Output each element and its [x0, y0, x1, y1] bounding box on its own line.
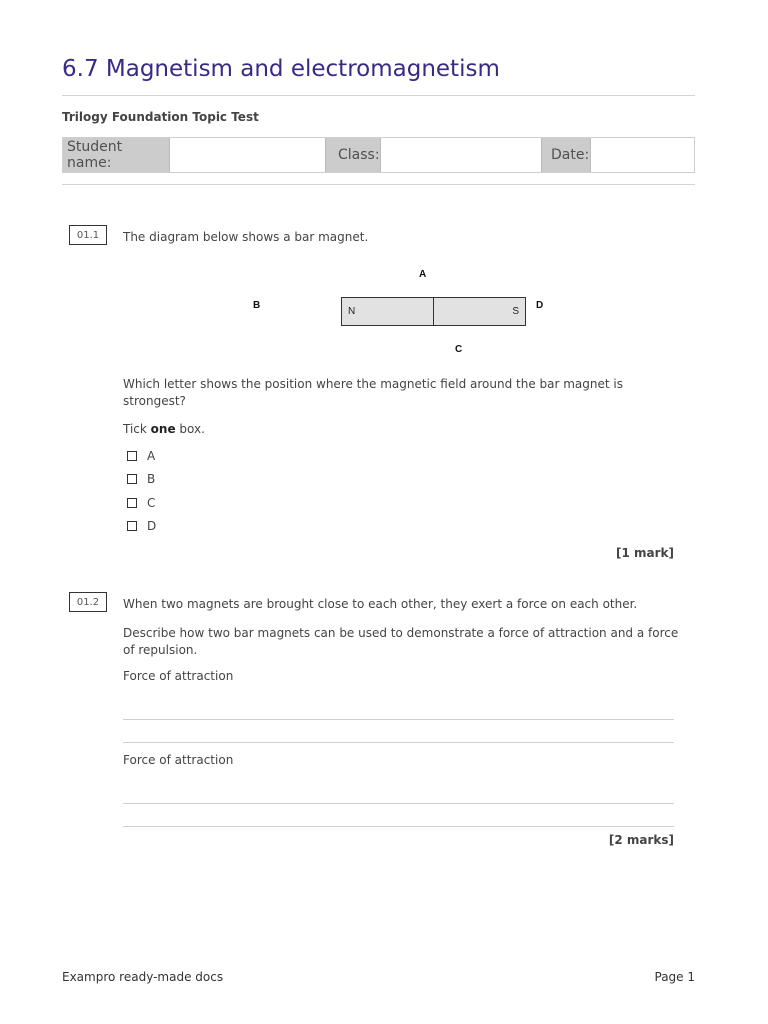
checkbox-option-b[interactable]: [127, 474, 137, 484]
question-number-01-2: 01.2: [69, 592, 107, 612]
question-1-1-marks: [1 mark]: [616, 546, 674, 560]
diagram-label-a: A: [419, 269, 427, 280]
answer-line-4[interactable]: [123, 826, 674, 827]
answer-line-1[interactable]: [123, 719, 674, 720]
checkbox-option-c[interactable]: [127, 498, 137, 508]
footer-page-number: Page 1: [654, 970, 695, 984]
date-field[interactable]: [591, 138, 694, 172]
question-1-2-marks: [2 marks]: [608, 833, 674, 847]
checkbox-option-d[interactable]: [127, 521, 137, 531]
answer-line-2[interactable]: [123, 742, 674, 743]
option-label-d: D: [147, 519, 157, 533]
footer-source: Exampro ready-made docs: [62, 970, 224, 984]
test-subtitle: Trilogy Foundation Topic Test: [62, 110, 259, 124]
student-name-label: Student name:: [63, 138, 170, 172]
diagram-label-c: C: [455, 344, 463, 355]
magnet-north-half: [342, 298, 434, 325]
student-info-table: [62, 137, 695, 173]
class-field[interactable]: [381, 138, 541, 172]
tick-instruction-post: box.: [175, 422, 205, 436]
class-label: Class:: [325, 138, 381, 172]
tick-instruction-bold: one: [150, 422, 176, 436]
option-label-a: A: [147, 449, 156, 463]
bar-magnet: [341, 297, 526, 326]
option-label-c: C: [147, 496, 156, 510]
info-divider: [62, 184, 695, 185]
north-pole-label: N: [348, 306, 356, 317]
answer-line-3[interactable]: [123, 803, 674, 804]
question-1-2-prompt: Describe how two bar magnets can be used to demonstrate a force of attraction and a force of repulsion.: [123, 626, 679, 657]
diagram-label-b: B: [253, 300, 261, 311]
checkbox-option-a[interactable]: [127, 451, 137, 461]
tick-instruction-pre: Tick: [123, 422, 151, 436]
question-number-01-1: 01.1: [69, 225, 107, 245]
page-title: 6.7 Magnetism and electromagnetism: [62, 56, 500, 82]
answer-label-attraction-2: Force of attraction: [123, 753, 234, 767]
question-1-1-prompt: Which letter shows the position where the magnetic field around the bar magnet is strongest?: [123, 377, 623, 408]
option-label-b: B: [147, 472, 156, 486]
answer-label-attraction: Force of attraction: [123, 669, 234, 683]
question-1-1-intro: The diagram below shows a bar magnet.: [123, 230, 369, 244]
question-1-2-intro: When two magnets are brought close to each other, they exert a force on each other.: [123, 597, 638, 611]
diagram-label-d: D: [536, 300, 544, 311]
magnet-south-half: [434, 298, 525, 325]
student-name-field[interactable]: [170, 138, 325, 172]
date-label: Date:: [541, 138, 591, 172]
south-pole-label: S: [512, 306, 519, 317]
title-divider: [62, 95, 695, 96]
tick-instruction: [123, 421, 205, 438]
